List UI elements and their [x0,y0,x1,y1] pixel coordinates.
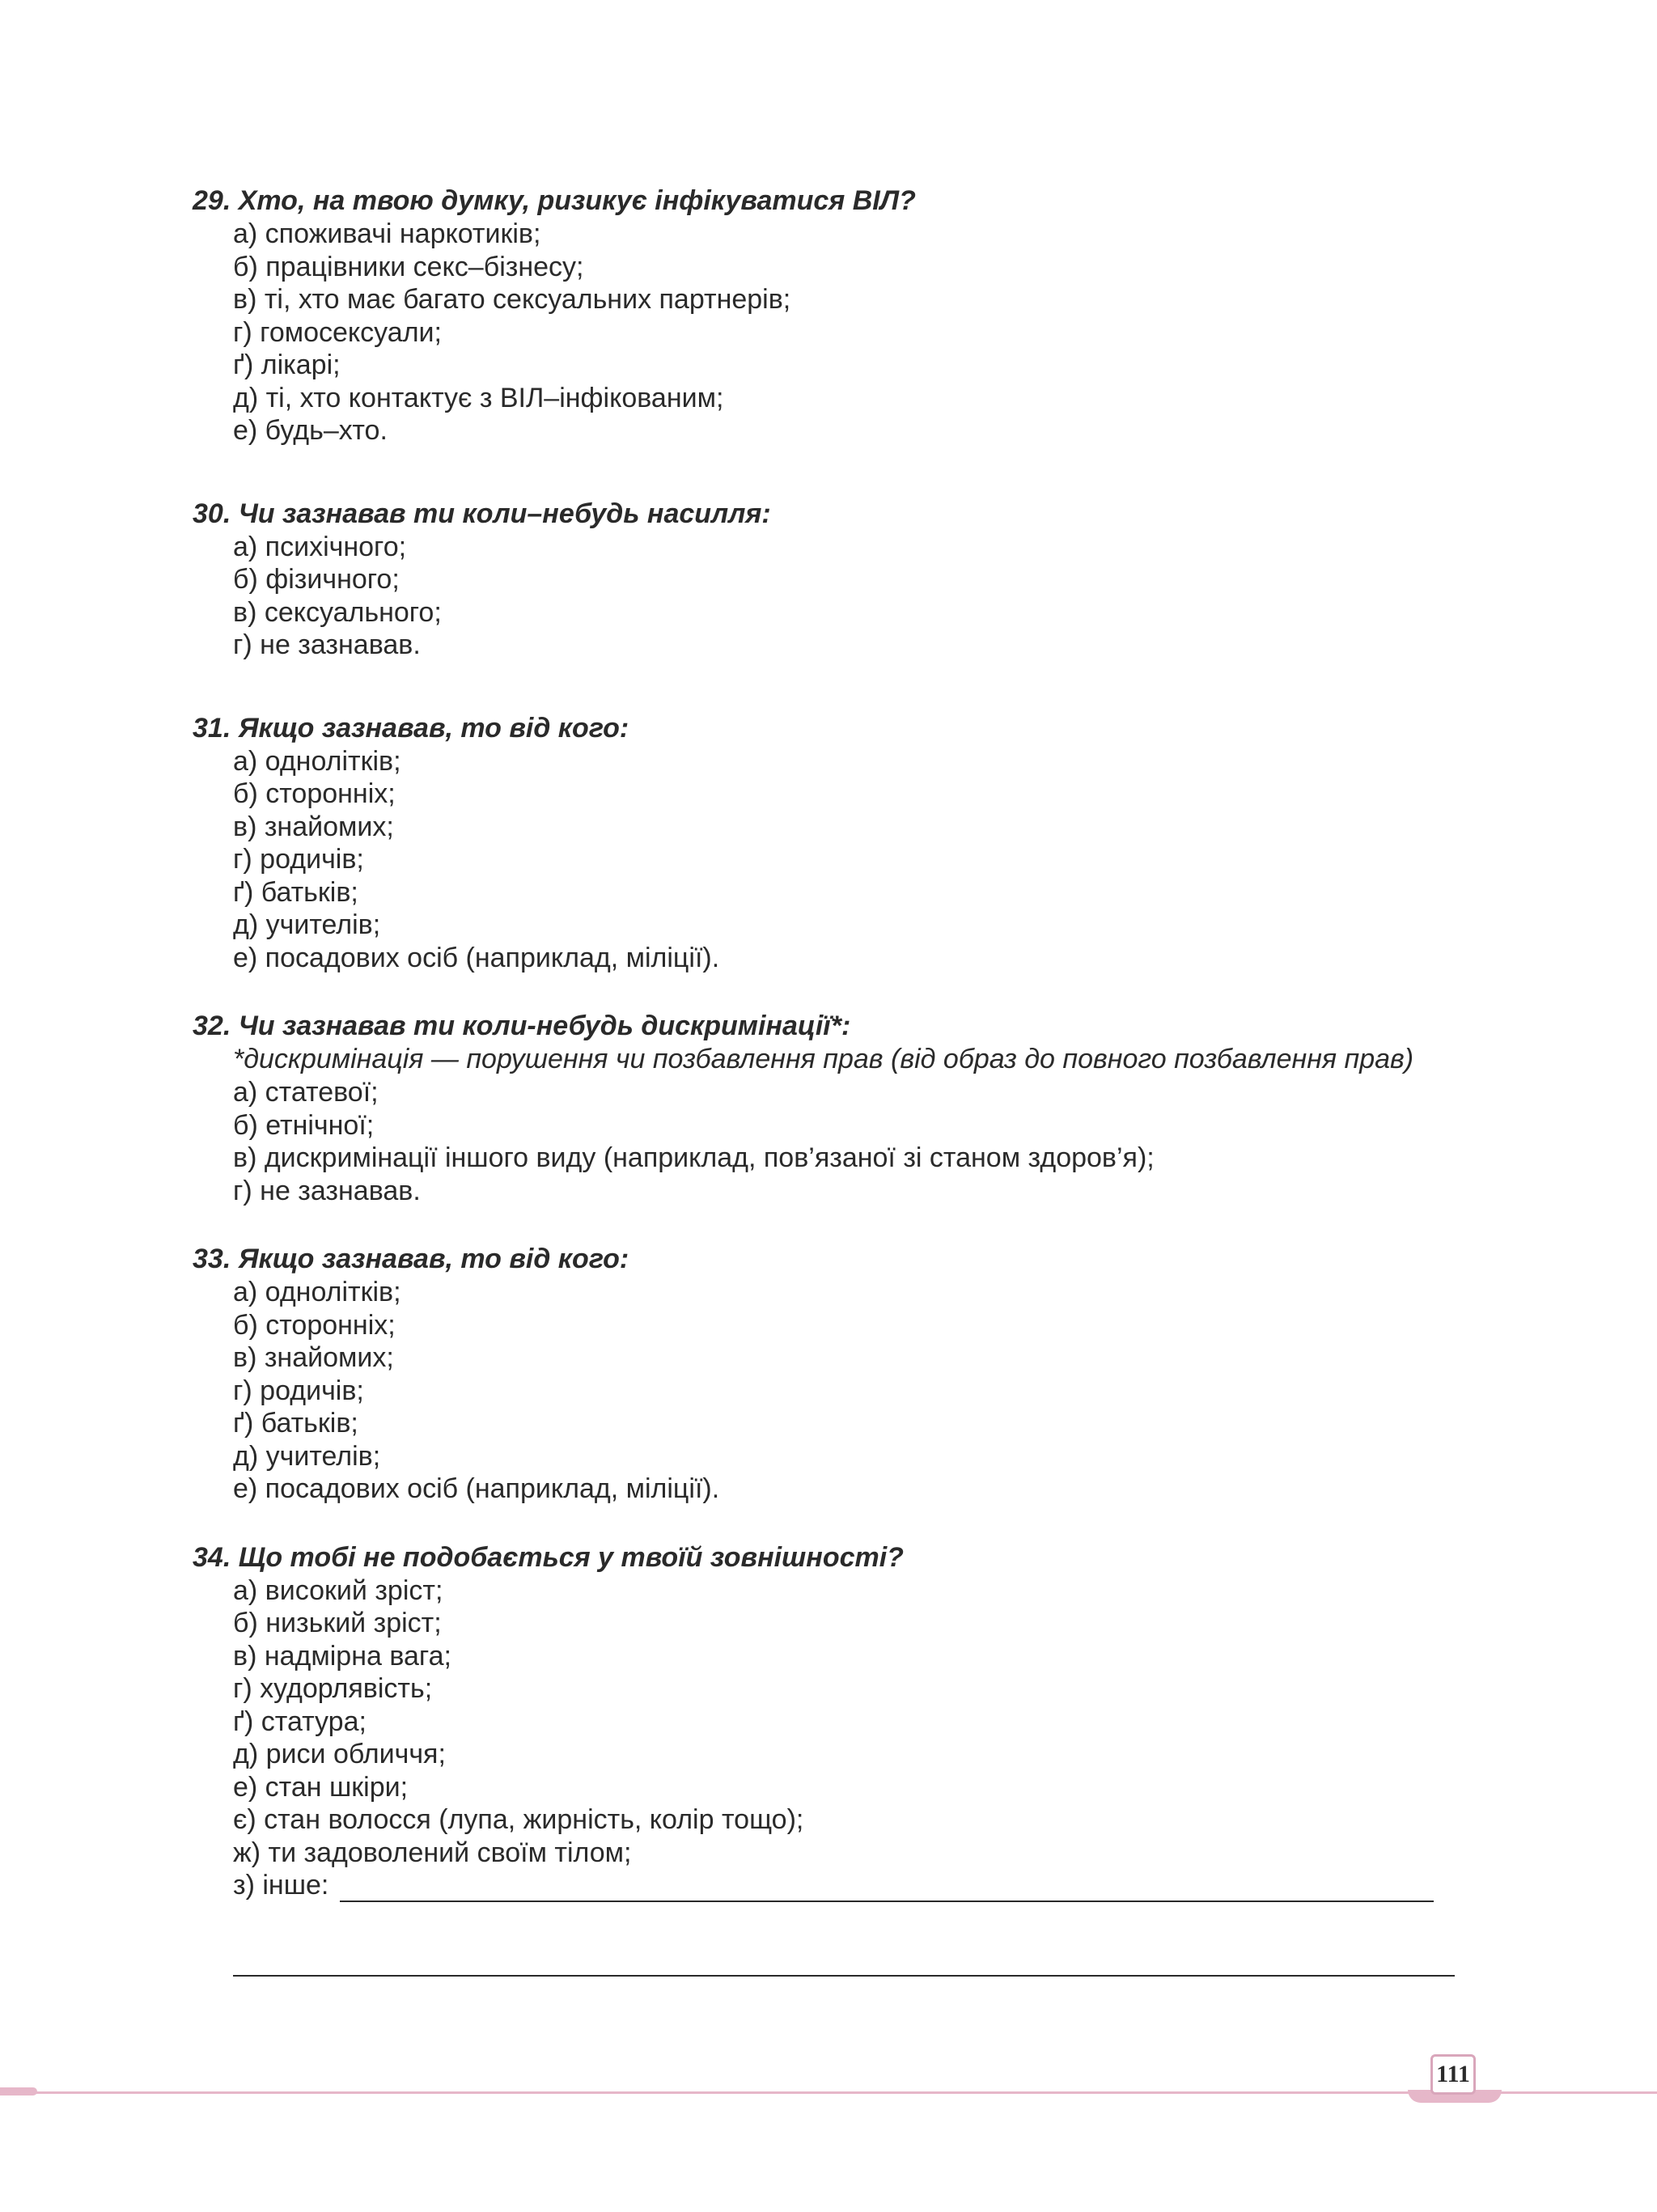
option: в) надмірна вага; [233,1640,451,1672]
option: г) родичів; [233,1375,364,1406]
answer-blank-line[interactable] [340,1876,1434,1902]
option: г) не зазнавав. [233,629,421,660]
option: ґ) батьків; [233,876,358,908]
option: е) посадових осіб (наприклад, міліції). [233,942,720,973]
answer-blank-line-continued[interactable] [233,1975,1455,1977]
option-list [193,531,1466,662]
option: в) знайомих; [233,811,394,842]
option: д) ті, хто контактує з ВІЛ–інфікованим; [233,382,724,413]
option: в) знайомих; [233,1342,394,1373]
question-title: 34. Що тобі не подобається у твоїй зовнішності? [193,1541,904,1573]
option: ґ) статура; [233,1706,367,1737]
option: а) статевої; [233,1077,379,1108]
option: а) споживачі наркотиків; [233,218,541,249]
question-30 [193,498,1466,662]
option: г) не зазнавав. [233,1175,421,1206]
question-title: 33. Якщо зазнавав, то від кого: [193,1244,629,1274]
option: а) однолітків; [233,745,401,777]
option: а) психічного; [233,531,407,562]
option: ґ) лікарі; [233,350,341,380]
option: г) родичів; [233,844,364,875]
option-list [193,1276,1466,1506]
option: г) гомосексуали; [233,316,442,348]
option: б) фізичного; [233,564,400,595]
option: д) учителів; [233,909,381,940]
option-list [193,1076,1466,1207]
option-list [193,218,1466,447]
option: д) риси обличчя; [233,1739,446,1769]
option: а) високий зріст; [233,1574,443,1606]
question-title: 29. Хто, на твою думку, ризикує інфікуватися ВІЛ? [193,185,916,216]
option: б) сторонніх; [233,1309,396,1341]
option: в) дискримінації іншого виду (наприклад, пов’язаної зі станом здоров’я); [233,1142,1155,1173]
option: б) етнічної; [233,1109,375,1141]
option: е) стан шкіри; [233,1771,409,1803]
option: ж) ти задоволений своїм тілом; [233,1837,632,1868]
other-label: з) інше: [233,1870,329,1901]
option: в) сексуального; [233,596,442,628]
option: в) ті, хто має багато сексуальних партнерів; [233,284,791,315]
question-32 [193,1010,1466,1207]
question-31 [193,712,1466,975]
option: д) учителів; [233,1440,381,1472]
page-number-text: 111 [1436,2061,1470,2087]
question-33 [193,1243,1466,1506]
question-title: 31. Якщо зазнавав, то від кого: [193,712,629,744]
option: е) будь–хто. [233,415,388,446]
option: г) худорлявість; [233,1673,433,1704]
footnote-definition: *дискримінація — порушення чи позбавлення прав (від образ до повного позбавлення прав) [233,1044,1414,1074]
option: б) сторонніх; [233,778,396,809]
question-29 [193,184,1466,447]
option: ґ) батьків; [233,1408,358,1439]
option: б) працівники секс–бізнесу; [233,251,584,282]
questionnaire [193,184,1466,1902]
option-other [233,1869,1466,1902]
question-title: 30. Чи зазнавав ти коли–небудь насилля: [193,498,771,529]
option-list [193,1574,1466,1902]
option-list [193,745,1466,975]
option: е) посадових осіб (наприклад, міліції). [233,1473,720,1504]
option: є) стан волосся (лупа, жирність, колір тощо); [233,1804,804,1835]
option: б) низький зріст; [233,1608,442,1638]
question-34 [193,1541,1466,1902]
page-number [1430,2054,1476,2095]
option: а) однолітків; [233,1277,401,1307]
question-title: 32. Чи зазнавав ти коли-небудь дискримінації*: [193,1011,851,1041]
